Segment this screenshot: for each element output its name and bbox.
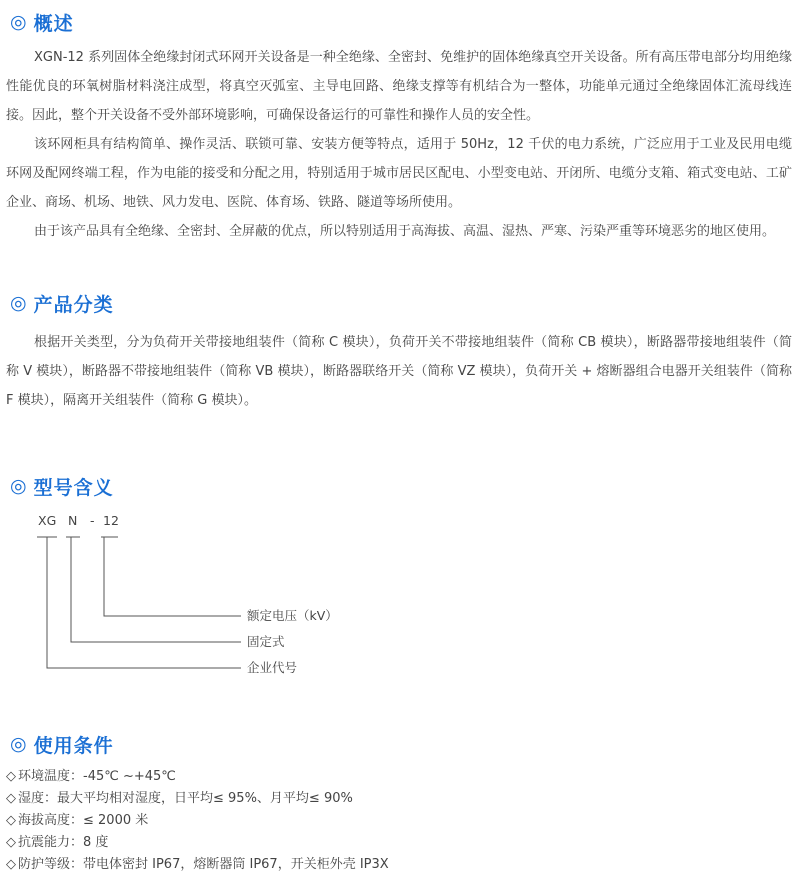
- condition-text: 防护等级：带电体密封 IP67，熔断器筒 IP67，开关柜外壳 IP3X: [18, 857, 389, 872]
- section-title-classification: [10, 289, 114, 317]
- overview-paragraph-3: 由于该产品具有全绝缘、全密封、全屏蔽的优点，所以特别适用于高海拔、高温、湿热、严寒、污染严重等环境恶劣的地区使用。: [34, 224, 776, 239]
- section-title-model: [10, 472, 114, 500]
- list-item: [6, 788, 389, 810]
- model-code-diagram: [0, 505, 400, 685]
- diamond-icon: ◇: [6, 835, 16, 850]
- condition-text: 抗震能力：8 度: [18, 835, 109, 850]
- code-part-xg: XG: [38, 513, 57, 528]
- meaning-rated-voltage: 额定电压（kV）: [247, 608, 338, 623]
- condition-text: 海拔高度：≤ 2000 米: [18, 813, 149, 828]
- section-title-text: 概述: [33, 12, 74, 35]
- list-item: [6, 810, 389, 832]
- condition-text: 环境温度：-45℃ ~+45℃: [18, 769, 176, 784]
- section-mark-icon: ◎: [10, 475, 28, 497]
- code-part-dash: -: [90, 513, 95, 528]
- meaning-fixed-type: 固定式: [247, 634, 285, 649]
- section-title-text: 使用条件: [33, 734, 114, 757]
- section-mark-icon: ◎: [10, 292, 28, 314]
- list-item: [6, 854, 389, 876]
- section-title-conditions: [10, 730, 114, 758]
- code-part-12: 12: [103, 513, 119, 528]
- list-item: [6, 766, 389, 788]
- list-item: [6, 832, 389, 854]
- overview-paragraph-2: 该环网柜具有结构简单、操作灵活、联锁可靠、安装方便等特点，适用于 50Hz，12 千伏的电力系统，广泛应用于工业及民用电缆环网及配网终端工程，作为电能的接受和分配之用，特别适用于城市居民区配电、小型变电站、开闭所、电缆分支箱、箱式变电站、工矿企业、商场、机场、地铁、风力发电、医院、体育场、铁路、隧道等场所使用。: [6, 137, 792, 210]
- overview-paragraph-1: XGN-12 系列固体全绝缘封闭式环网开关设备是一种全绝缘、全密封、免维护的固体绝缘真空开关设备。所有高压带电部分均用绝缘性能优良的环氧树脂材料浇注成型，将真空灭弧室、主导电回路、绝缘支撑等有机结合为一整体，功能单元通过全绝缘固体汇流母线连接。因此，整个开关设备不受外部环境影响，可确保设备运行的可靠性和操作人员的安全性。: [6, 50, 792, 123]
- connector-enterprise: [47, 537, 241, 668]
- diamond-icon: ◇: [6, 769, 16, 784]
- classification-paragraph: 根据开关类型，分为负荷开关带接地组装件（简称 C 模块），负荷开关不带接地组装件（简称 CB 模块），断路器带接地组装件（简称 V 模块），断路器不带接地组装件（简称 VB 模块），断路器联络开关（简称 VZ 模块），负荷开关 + 熔断器组合电器开关组装件（简称 F 模块），隔离开关组装件（简称 G 模块）。: [6, 335, 792, 408]
- section-title-text: 产品分类: [33, 293, 114, 316]
- code-part-n: N: [68, 513, 78, 528]
- connector-fixed: [71, 537, 241, 642]
- section-mark-icon: ◎: [10, 11, 28, 33]
- diamond-icon: ◇: [6, 857, 16, 872]
- section-title-overview: [10, 8, 74, 36]
- section-mark-icon: ◎: [10, 733, 28, 755]
- diamond-icon: ◇: [6, 791, 16, 806]
- conditions-list: [6, 766, 389, 876]
- condition-text: 湿度：最大平均相对湿度，日平均≤ 95%、月平均≤ 90%: [18, 791, 353, 806]
- meaning-enterprise-code: 企业代号: [247, 660, 298, 675]
- section-title-text: 型号含义: [33, 476, 114, 499]
- connector-voltage: [104, 537, 241, 616]
- diamond-icon: ◇: [6, 813, 16, 828]
